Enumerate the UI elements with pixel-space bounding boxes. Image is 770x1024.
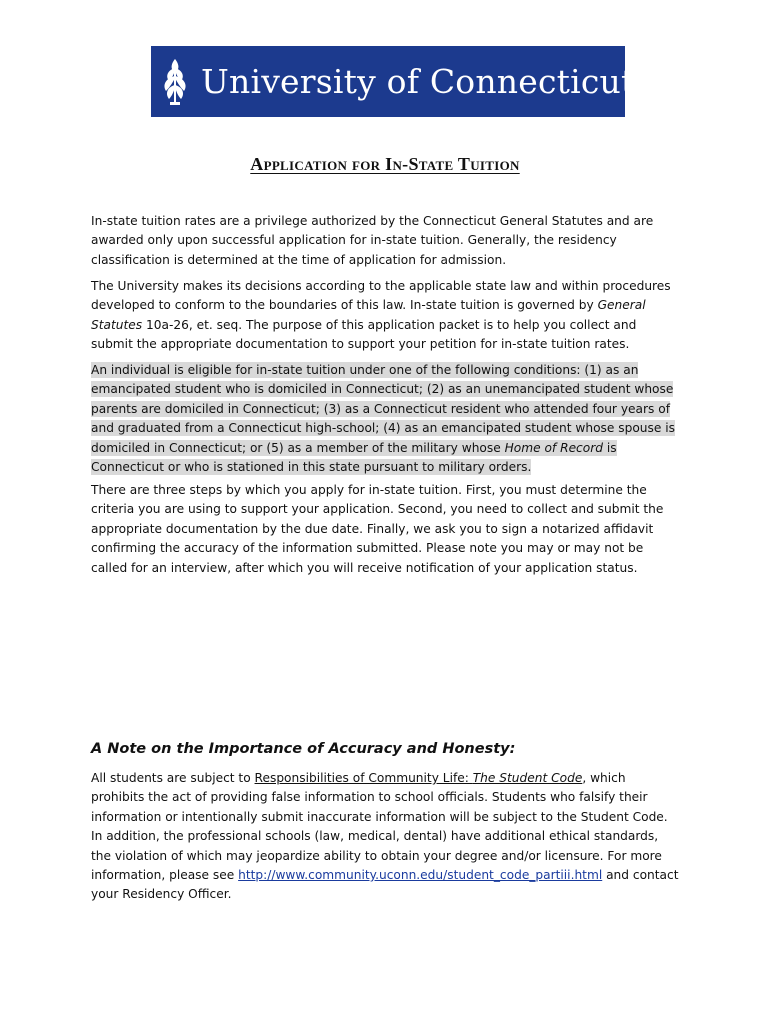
home-of-record-italic: Home of Record	[504, 440, 603, 455]
paragraph-decisions-text-a: The University makes its decisions according to the applicable state law and within procedures developed to conform to the boundaries of this law. In-state tuition is governed by	[91, 279, 671, 313]
university-logo-banner	[151, 46, 635, 117]
student-code-link-italic: The Student Code	[472, 771, 583, 785]
note-text-c: and contact your Residency Officer.	[91, 868, 679, 902]
paragraph-accuracy-note	[91, 769, 681, 905]
paragraph-eligibility	[91, 361, 681, 477]
oak-leaf-emblem-icon	[157, 56, 193, 108]
paragraph-steps: There are three steps by which you apply for in-state tuition. First, you must determine the criteria you are using to support your application. Second, you need to collect and submit the appropriate documentation by the due date. Finally, we ask you to sign a notarized affidavit confirming the accuracy of the information submitted. Please note you may or may not be called for an interview, after which you will receive notification of your application status.	[91, 483, 664, 575]
document-title-text: Application for In-State Tuition	[250, 154, 520, 174]
paragraph-decisions-text-b: 10a-26, et. seq. The purpose of this application packet is to help you collect and submit the appropriate documentation to support your petition for in-state tuition rates.	[91, 317, 637, 352]
accuracy-note-heading: A Note on the Importance of Accuracy and Honesty:	[91, 741, 516, 757]
student-code-url-link[interactable]: http://www.community.uconn.edu/student_code_partiii.html	[238, 868, 603, 883]
student-code-link-text: Responsibilities of Community Life:	[254, 771, 473, 785]
general-statutes-italic: General Statutes	[91, 298, 646, 332]
university-name: University of Connecticut	[201, 62, 635, 101]
paragraph-intro: In-state tuition rates are a privilege authorized by the Connecticut General Statutes and are awarded only upon successful application for in-state tuition. Generally, the residency classification is determined at the time of application for admission.	[91, 214, 654, 267]
paragraph-eligibility-text-b: is Connecticut or who is stationed in this state pursuant to military orders.	[91, 440, 617, 475]
note-text-a: All students are subject to	[91, 771, 255, 785]
note-text-b: , which prohibits the act of providing false information to school officials. Students who falsify their information or intentionally submit inaccurate information will be subject to the Student Code. In addition, the professional schools (law, medical, dental) have additional ethical standards, the violation of which may jeopardize ability to obtain your degree and/or licensure. For more information, please see	[91, 771, 668, 883]
paragraph-decisions	[91, 277, 681, 355]
document-title	[0, 154, 770, 175]
eligibility-highlight	[91, 362, 675, 475]
student-code-link[interactable]	[255, 771, 583, 785]
paragraph-eligibility-text-a: An individual is eligible for in-state tuition under one of the following conditions: (1) as an emancipated student who is domiciled in Connecticut; (2) as an unemancipated student whose parents are domiciled in Connecticut; (3) as a Connecticut resident who attended four years of and graduated from a Connecticut high-school; (4) as an emancipated student whose spouse is domiciled in Connecticut; or (5) as a member of the military whose	[91, 363, 675, 455]
